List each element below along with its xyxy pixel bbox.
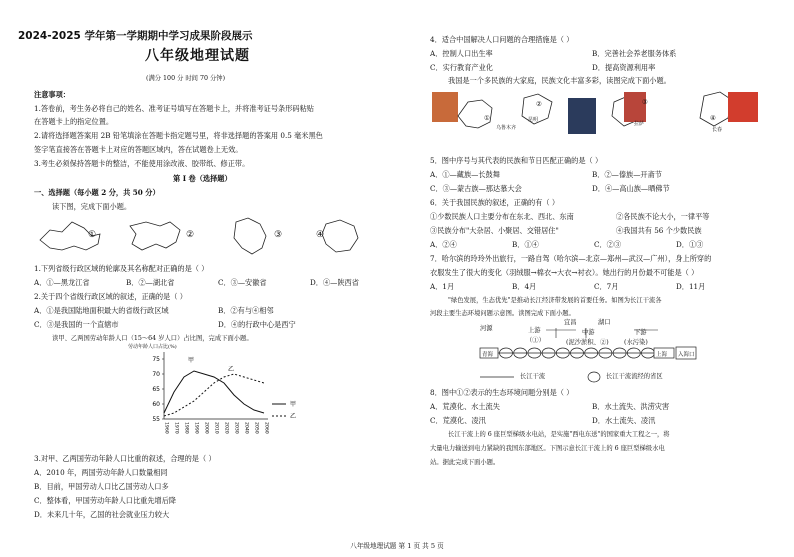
legend-province-icon: [586, 370, 602, 384]
ethnic-map-label: ①: [484, 115, 490, 122]
map-label: ①: [88, 230, 97, 240]
note-line: 1.答卷前，考生务必将自己的姓名、准考证号填写在答题卡上，并将准考证号条形码粘贴: [34, 104, 314, 113]
q3-option-c[interactable]: C．整体看，甲国劳动年龄人口比重先增后降: [34, 496, 177, 505]
hydro-intro: 长江干流上的 6 座巨型梯级水电站，是实施"西电东送"的国家重大工程之一，将: [448, 431, 670, 438]
series-line-乙: [164, 374, 264, 416]
notes-heading: 注意事项：: [34, 90, 70, 99]
x-tick-label: 2050: [253, 422, 259, 434]
diagram-yichang: 宜昌: [564, 319, 577, 326]
q6-option-d[interactable]: D．①③: [676, 240, 704, 249]
y-tick-label: 65: [152, 386, 160, 393]
province-outline-3: [234, 218, 266, 254]
q8-option-c[interactable]: C．荒漠化、凌汛: [430, 416, 486, 425]
ethnic-caption: 拉萨: [634, 121, 645, 127]
legend-label: 乙: [290, 413, 297, 420]
y-tick-label: 55: [152, 416, 160, 423]
diagram-upper: 上游: [528, 327, 541, 334]
q4-option-d[interactable]: D．提高资源利用率: [592, 63, 656, 72]
province-outline-2: [130, 222, 180, 250]
y-tick-label: 75: [152, 356, 160, 363]
ethnic-maps: [428, 88, 773, 150]
q6-option-a[interactable]: A．②④: [430, 240, 457, 249]
legend-label: 甲: [290, 401, 297, 408]
question-1-stem: 1.下列省级行政区域的轮廓及其名称配对正确的是（ ）: [34, 264, 209, 273]
section-title: 第 I 卷（选择题）: [173, 174, 232, 183]
q6-option-c[interactable]: C．②③: [594, 240, 622, 249]
question-6-stem: 6．关于我国民族的叙述，正确的有（ ）: [430, 198, 560, 207]
ethnic-caption: 长春: [712, 127, 723, 133]
q1-option-b[interactable]: B．②—湖北省: [126, 278, 175, 287]
q3-option-a[interactable]: A．2010 年，两国劳动年龄人口数量相同: [34, 468, 168, 477]
legend-main-label: 长江干流: [520, 373, 546, 380]
diagram-source: 河源: [480, 325, 493, 332]
exam-subtitle: 八年级地理试题: [145, 48, 250, 64]
ethnic-intro: 我国是一个多民族的大家庭，民族文化丰富多彩，读图完成下面小题。: [448, 76, 671, 85]
q7-option-c[interactable]: C．7月: [594, 282, 619, 291]
question-7-stem-2: 衣服发生了很大的变化（羽绒服→棉衣→大衣→衬衣）。她出行的月份最不可能是（ ）: [430, 268, 699, 277]
exam-title: 2024-2025 学年第一学期期中学习成果阶段展示: [18, 30, 253, 42]
chart-intro: 读甲、乙两国劳动年龄人口（15～64 岁人口）占比图，完成下面小题。: [52, 335, 253, 342]
note-line: 在答题卡上的指定位置。: [34, 117, 114, 126]
ethnic-map-4: [700, 92, 732, 126]
x-tick-label: 2000: [203, 422, 209, 434]
series-inline-label: 乙: [228, 366, 235, 373]
ethnic-map-label: ②: [536, 101, 542, 108]
q3-option-d[interactable]: D．未来几十年，乙国的社会就业压力较大: [34, 510, 170, 519]
photo-dancer-4: [728, 92, 758, 122]
diagram-shanghai: 上海: [656, 352, 668, 358]
x-tick-label: 1980: [183, 422, 189, 434]
x-tick-label: 1960: [163, 422, 169, 434]
question-3-stem: 3.对甲、乙两国劳动年龄人口比重的叙述，合理的是（ ）: [34, 454, 216, 463]
question-4-stem: 4．适合中国解决人口问题的合理措施是（ ）: [430, 35, 574, 44]
ethnic-caption: 昆明: [528, 117, 539, 123]
hydro-intro-2: 大量电力输送到电力紧缺的我国东部地区。下图示意长江干流上的 6 座巨型梯级水电: [430, 445, 665, 452]
photo-dancer-1: [432, 92, 458, 122]
x-tick-label: 2040: [243, 422, 249, 434]
yangtze-intro: "绿色发展，生态优先"是推动长江经济带发展的首要任务。如图为长江干流各: [448, 297, 662, 304]
page-footer: 八年级地理试题 第 1 页 共 5 页: [350, 542, 444, 550]
q2-option-a[interactable]: A．①是我国陆地面积最大的省级行政区域: [34, 306, 169, 315]
q6-statement: ②各民族不论大小，一律平等: [616, 212, 710, 221]
diagram-lower-issue: (水污染): [624, 339, 648, 346]
q5-option-b[interactable]: B．②—傣族—开斋节: [592, 170, 662, 179]
q5-option-d[interactable]: D．④—高山族—晒佛节: [592, 184, 670, 193]
note-line: 2.请将选择题答案用 2B 铅笔填涂在答题卡指定题号里，将非选择题的答案用 0.5 毫米黑色: [34, 131, 323, 140]
q5-option-a[interactable]: A．①—藏族—长鼓舞: [430, 170, 500, 179]
note-line: 3.考生必须保持答题卡的整洁，不能使用涂改液、胶带纸、修正带。: [34, 159, 250, 168]
yangtze-intro-2: 河段主要生态环境问题示意图。读图完成下面小题。: [430, 310, 575, 317]
diagram-middle-issue: (泥沙淤积、②): [566, 339, 609, 346]
q6-statement: ④我国共有 56 个少数民族: [616, 226, 702, 235]
map-label: ④: [316, 230, 325, 240]
x-tick-label: 2030: [233, 422, 239, 434]
q2-option-b[interactable]: B．②有与④相邻: [218, 306, 274, 315]
question-2-stem: 2.关于四个省级行政区域的叙述，正确的是（ ）: [34, 292, 187, 301]
q7-option-d[interactable]: D．11月: [676, 282, 706, 291]
x-tick-label: 1970: [173, 422, 179, 434]
q8-option-d[interactable]: D．水土流失、凌汛: [592, 416, 656, 425]
q1-option-a[interactable]: A．①—黑龙江省: [34, 278, 90, 287]
x-tick-label: 2060: [263, 422, 269, 434]
q7-option-a[interactable]: A．1月: [430, 282, 455, 291]
series-line-甲: [164, 371, 264, 413]
q3-option-b[interactable]: B．目前，甲国劳动人口比乙国劳动人口多: [34, 482, 169, 491]
q7-option-b[interactable]: B．4月: [512, 282, 537, 291]
legend-main-icon: [478, 372, 518, 382]
question-5-stem: 5．图中序号与其代表的民族和节日匹配正确的是（ ）: [430, 156, 603, 165]
map-label: ③: [274, 230, 283, 240]
chart-ylabel: 劳动年龄人口占比(%): [128, 344, 177, 350]
x-tick-label: 2010: [213, 422, 219, 434]
photo-dancer-2: [568, 98, 596, 134]
q8-option-a[interactable]: A．荒漠化、水土流失: [430, 402, 500, 411]
y-tick-label: 70: [152, 371, 160, 378]
ethnic-caption: 乌鲁木齐: [496, 125, 517, 131]
diagram-upper-issue: （①）: [526, 337, 545, 344]
diagram-middle: 中游: [582, 329, 595, 336]
maps-intro: 读下图，完成下面小题。: [52, 202, 132, 211]
map-label: ②: [186, 230, 195, 240]
q4-option-b[interactable]: B．完善社会养老服务体系: [592, 49, 677, 58]
series-inline-label: 甲: [188, 357, 195, 364]
q2-option-d[interactable]: D．④的行政中心是西宁: [218, 320, 296, 329]
ethnic-map-label: ③: [642, 99, 648, 106]
diagram-qinghai: 青海: [482, 352, 494, 358]
q1-option-c[interactable]: C．③—安徽省: [218, 278, 267, 287]
exam-meta: (满分 100 分 时间 70 分钟): [146, 75, 226, 82]
hydro-intro-3: 站。据此完成下面小题。: [430, 459, 500, 466]
province-outline-4: [322, 220, 358, 252]
q4-option-a[interactable]: A．控制人口出生率: [430, 49, 493, 58]
note-line: 签字笔直接答在答题卡上对应的答题区域内，答在试题卷上无效。: [34, 145, 243, 154]
x-tick-label: 1990: [193, 422, 199, 434]
q6-statement: ③民族分布"大杂居、小聚居、交错居住": [430, 226, 559, 235]
q5-option-c[interactable]: C．③—蒙古族—那达慕大会: [430, 184, 522, 193]
q4-option-c[interactable]: C．实行教育产业化: [430, 63, 494, 72]
q8-option-b[interactable]: B．水土流失、洪涝灾害: [592, 402, 670, 411]
q6-option-b[interactable]: B．①④: [512, 240, 539, 249]
x-tick-label: 2020: [223, 422, 229, 434]
part-title: 一、选择题（每小题 2 分，共 50 分）: [34, 188, 160, 197]
y-tick-label: 60: [152, 401, 160, 408]
q6-statement: ①少数民族人口主要分布在东北、西北、东南: [430, 212, 574, 221]
q1-option-d[interactable]: D．④—陕西省: [310, 278, 359, 287]
diagram-sea: 入海口: [678, 352, 695, 358]
q2-option-c[interactable]: C．③是我国的一个直辖市: [34, 320, 119, 329]
legend-province-label: 长江干流流经的省区: [606, 373, 663, 380]
question-8-stem: 8．图中①②表示的生态环境问题分别是（ ）: [430, 388, 574, 397]
question-7-stem: 7．哈尔滨的玲玲外出旅行，一路自驾（哈尔滨—北京—郑州—武汉—广州），身上所穿的: [430, 254, 712, 263]
population-chart: [124, 344, 324, 449]
diagram-lower: 下游: [634, 329, 647, 336]
ethnic-map-label: ④: [710, 115, 716, 122]
diagram-hukou: 湖口: [598, 319, 611, 326]
